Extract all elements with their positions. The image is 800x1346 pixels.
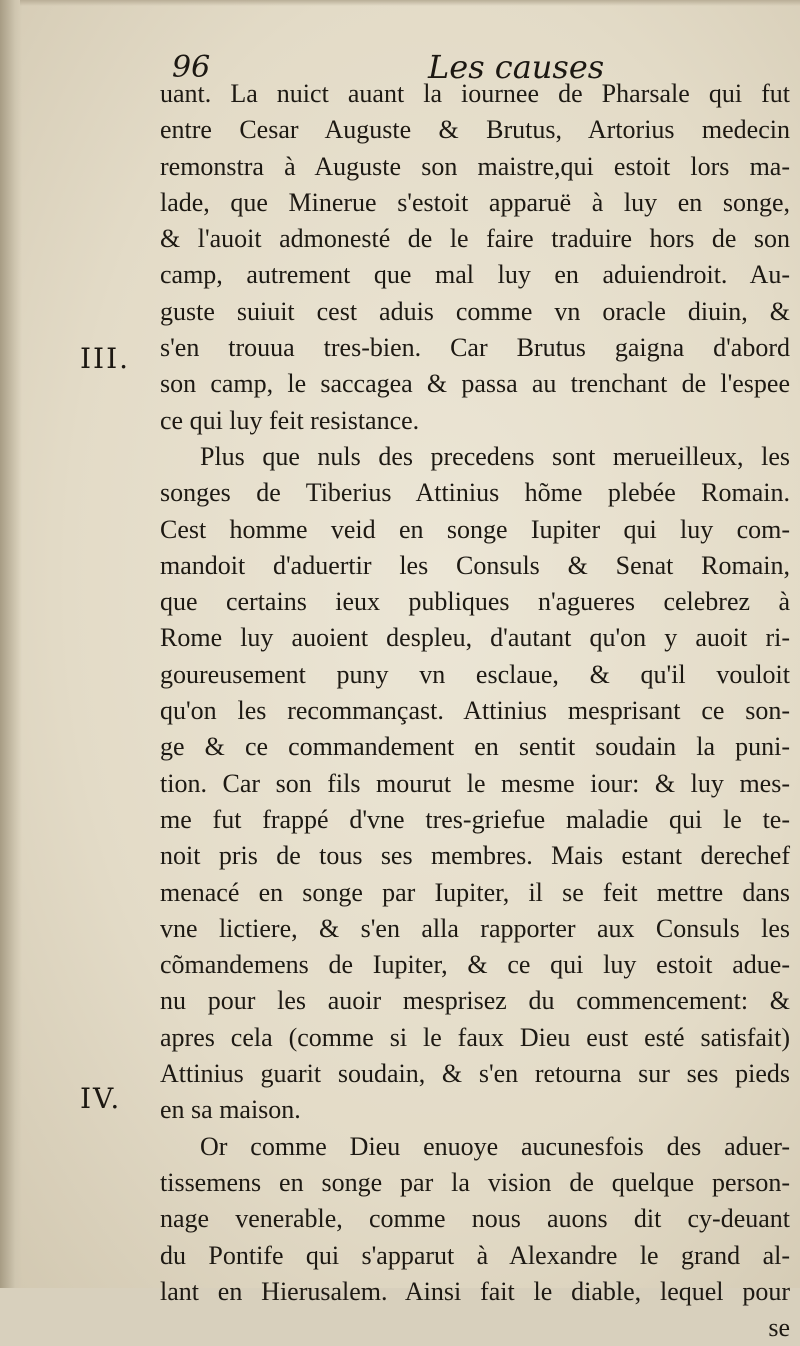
text-line: nage venerable, comme nous auons dit cy-deuant bbox=[160, 1204, 790, 1234]
body-text bbox=[160, 76, 790, 1346]
text-line: qu'on les recommançast. Attinius mesprisant ce son- bbox=[160, 696, 790, 726]
text-line: guste suiuit cest aduis comme vn oracle diuin, & bbox=[160, 296, 790, 326]
text-line: me fut frappé d'vne tres-griefue maladie qui le te- bbox=[160, 804, 790, 834]
text-line: s'en trouua tres-bien. Car Brutus gaigna d'abord bbox=[160, 333, 790, 363]
binding-gutter bbox=[0, 0, 22, 1288]
page-top-edge bbox=[20, 0, 800, 6]
text-line: du Pontife qui s'apparut à Alexandre le grand al- bbox=[160, 1240, 790, 1270]
text-line: songes de Tiberius Attinius hõme plebée Romain. bbox=[160, 478, 790, 508]
running-head: Les causes bbox=[428, 48, 605, 86]
text-line: entre Cesar Auguste & Brutus, Artorius medecin bbox=[160, 115, 790, 145]
margin-note-iii: III. bbox=[80, 342, 131, 375]
text-line: son camp, le saccagea & passa au trenchant de l'espee bbox=[160, 369, 790, 399]
catchword: se bbox=[768, 1313, 790, 1343]
text-line: tissemens en songe par la vision de quelque person- bbox=[160, 1167, 790, 1197]
page-number: 96 bbox=[172, 50, 211, 85]
text-line: que certains ieux publiques n'agueres celebrez à bbox=[160, 587, 790, 617]
text-line: ge & ce commandement en sentit soudain la puni- bbox=[160, 732, 790, 762]
text-line: goureusement puny vn esclaue, & qu'il vouloit bbox=[160, 659, 790, 689]
text-line: mandoit d'aduertir les Consuls & Senat Romain, bbox=[160, 550, 790, 580]
text-line: Cest homme veid en songe Iupiter qui luy com- bbox=[160, 514, 790, 544]
text-line: cõmandemens de Iupiter, & ce qui luy estoit adue- bbox=[160, 950, 790, 980]
text-line: menacé en songe par Iupiter, il se feit mettre dans bbox=[160, 877, 790, 907]
text-line: & l'auoit admonesté de le faire traduire hors de son bbox=[160, 224, 790, 254]
text-line: lant en Hierusalem. Ainsi fait le diable, lequel pour bbox=[160, 1276, 790, 1306]
text-line: apres cela (comme si le faux Dieu eust esté satisfait) bbox=[160, 1022, 790, 1052]
text-line: lade, que Minerue s'estoit apparuë à luy en songe, bbox=[160, 187, 790, 217]
text-line: vne lictiere, & s'en alla rapporter aux Consuls les bbox=[160, 913, 790, 943]
text-line: Attinius guarit soudain, & s'en retourna sur ses pieds bbox=[160, 1059, 790, 1089]
text-line: remonstra à Auguste son maistre,qui estoit lors ma- bbox=[160, 151, 790, 181]
text-line: ce qui luy feit resistance. bbox=[160, 405, 420, 435]
margin-note-iv: IV. bbox=[80, 1082, 122, 1115]
text-line: en sa maison. bbox=[160, 1095, 301, 1125]
text-line: Plus que nuls des precedens sont merueilleux, les bbox=[200, 441, 790, 471]
text-line: tion. Car son fils mourut le mesme iour: & luy mes- bbox=[160, 768, 790, 798]
text-line: camp, autrement que mal luy en aduiendroit. Au- bbox=[160, 260, 790, 290]
text-line: nu pour les auoir mesprisez du commencement: & bbox=[160, 986, 790, 1016]
text-line: uant. La nuict auant la iournee de Pharsale qui fut bbox=[160, 79, 790, 108]
text-line: Or comme Dieu enuoye aucunesfois des aduer- bbox=[200, 1131, 790, 1161]
text-line: noit pris de tous ses membres. Mais estant derechef bbox=[160, 841, 790, 871]
text-line: Rome luy auoient despleu, d'autant qu'on y auoit ri- bbox=[160, 623, 790, 653]
